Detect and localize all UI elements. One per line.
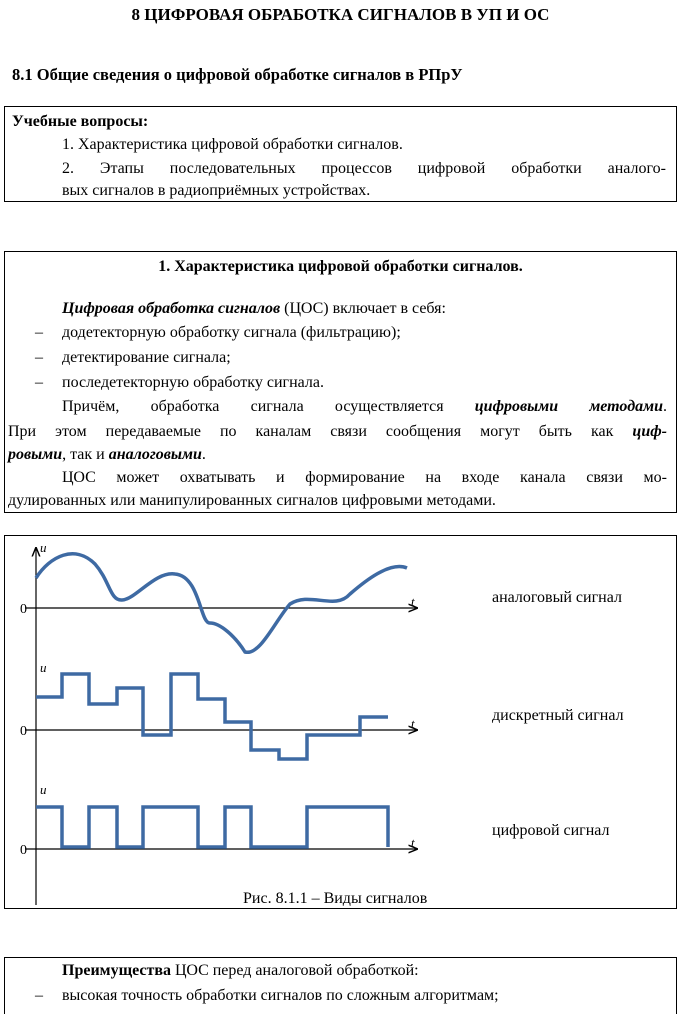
- digital-signal-label: цифровой сигнал: [492, 822, 610, 839]
- list-dash: –: [35, 324, 43, 341]
- topic1-intro-rest: (ЦОС) включает в себя:: [280, 300, 446, 317]
- u-label: u: [40, 782, 47, 797]
- term-dsp: Цифровая обработка сигналов: [62, 300, 281, 317]
- topic1-p3-end: .: [201, 446, 206, 463]
- advantages-heading: [62, 961, 419, 982]
- zero-label: 0: [20, 602, 27, 617]
- study-question-1: 1. Характеристика цифровой обработки сигналов.: [62, 136, 403, 153]
- u-label: u: [40, 660, 47, 675]
- term-digital-part1: циф-: [632, 423, 667, 440]
- topic1-p2-end: .: [663, 398, 667, 415]
- discrete-signal-steps: [36, 674, 388, 759]
- advantages-box: [4, 957, 677, 1014]
- advantages-heading-rest: ЦОС перед аналоговой обработкой:: [170, 962, 419, 979]
- t-label: t: [411, 835, 415, 850]
- topic1-p3-start: При этом передаваемые по каналам связи сообщения могут быть как: [8, 423, 633, 440]
- list-item: последетекторную обработку сигнала.: [62, 374, 324, 391]
- study-question-2-line2: вых сигналов в радиоприёмных устройствах.: [62, 182, 371, 199]
- list-dash: –: [35, 349, 43, 366]
- list-dash: –: [35, 987, 43, 1004]
- zero-label: 0: [20, 724, 27, 739]
- topic1-p2: [62, 397, 667, 418]
- topic1-p3-line1: [8, 422, 667, 443]
- u-label: u: [40, 540, 47, 555]
- topic1-p4-line2: дулированных или манипулированных сигналов цифровыми методами.: [8, 492, 496, 509]
- figure-box: [4, 535, 677, 909]
- topic1-box: [4, 251, 677, 513]
- term-analog: аналоговыми: [108, 446, 202, 463]
- zero-label: 0: [20, 843, 27, 858]
- study-questions-heading: Учебные вопросы:: [12, 113, 149, 130]
- list-dash: –: [35, 374, 43, 391]
- topic1-p4-line1: ЦОС может охватывать и формирование на входе канала связи мо-: [62, 469, 667, 486]
- figure-caption: Рис. 8.1.1 – Виды сигналов: [243, 890, 428, 907]
- topic1-p3-mid: , так и: [62, 446, 109, 463]
- topic1-heading: 1. Характеристика цифровой обработки сигналов.: [158, 258, 523, 275]
- t-label: t: [411, 594, 415, 609]
- list-item: детектирование сигнала;: [62, 349, 231, 366]
- analog-signal-label: аналоговый сигнал: [492, 589, 622, 606]
- study-questions-box: [4, 106, 677, 202]
- topic1-p2-start: Причём, обработка сигнала осуществляется: [62, 398, 475, 415]
- list-item: додетекторную обработку сигнала (фильтрацию);: [62, 324, 401, 341]
- topic1-intro: [62, 299, 446, 320]
- digital-signal-pulses: [36, 807, 388, 847]
- advantages-term: Преимущества: [62, 962, 171, 979]
- section-title: 8.1 Общие сведения о цифровой обработке сигналов в РПрУ: [12, 65, 463, 84]
- t-label: t: [411, 716, 415, 731]
- chapter-title: 8 ЦИФРОВАЯ ОБРАБОТКА СИГНАЛОВ В УП И ОС: [131, 5, 550, 24]
- analog-signal-curve: [36, 554, 407, 653]
- discrete-signal-label: дискретный сигнал: [492, 707, 624, 724]
- study-question-2-line1: 2. Этапы последовательных процессов цифровой обработки аналого-: [62, 160, 666, 177]
- term-digital-part2: ровыми: [8, 446, 63, 463]
- topic1-p3-line2: [8, 445, 206, 466]
- list-item: высокая точность обработки сигналов по сложным алгоритмам;: [62, 987, 499, 1004]
- term-digital-methods: цифровыми методами: [474, 398, 663, 415]
